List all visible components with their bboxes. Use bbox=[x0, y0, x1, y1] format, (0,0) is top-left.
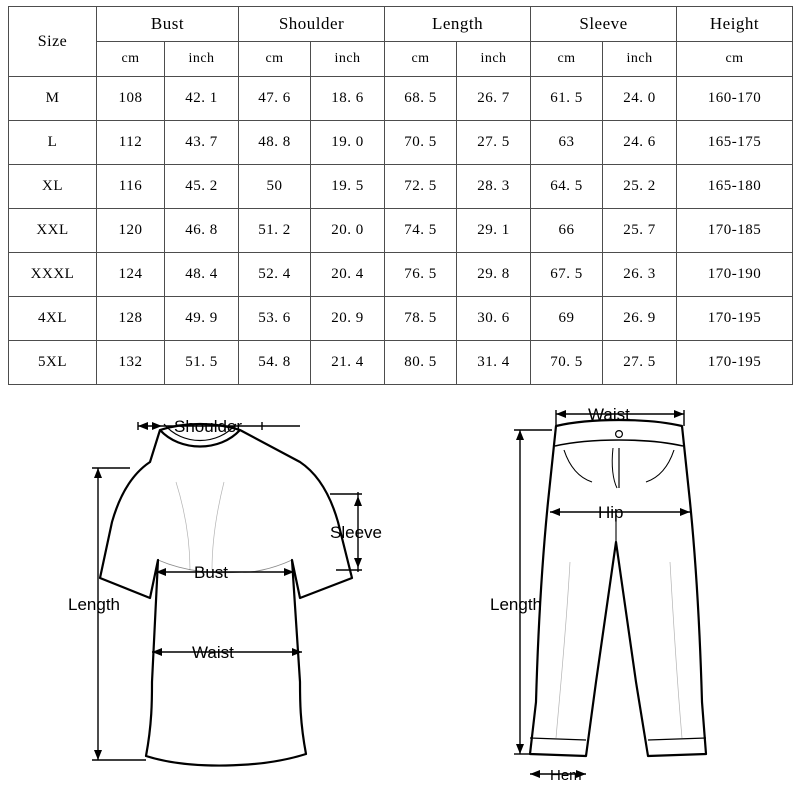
cell: 53. 6 bbox=[239, 297, 311, 341]
cell: 66 bbox=[531, 209, 603, 253]
cell: 165-175 bbox=[677, 121, 793, 165]
cell: 132 bbox=[97, 341, 165, 385]
cell: 24. 0 bbox=[603, 77, 677, 121]
header-unit-bust-inch: inch bbox=[165, 42, 239, 77]
row-size-label: L bbox=[9, 121, 97, 165]
cell: 20. 4 bbox=[311, 253, 385, 297]
header-unit-sleeve-inch: inch bbox=[603, 42, 677, 77]
cell: 160-170 bbox=[677, 77, 793, 121]
header-unit-height-cm: cm bbox=[677, 42, 793, 77]
cell: 21. 4 bbox=[311, 341, 385, 385]
pants-measurement-diagram bbox=[420, 382, 800, 800]
cell: 20. 9 bbox=[311, 297, 385, 341]
label-waist: Waist bbox=[192, 643, 234, 662]
cell: 48. 4 bbox=[165, 253, 239, 297]
header-size: Size bbox=[9, 7, 97, 77]
cell: 25. 2 bbox=[603, 165, 677, 209]
cell: 24. 6 bbox=[603, 121, 677, 165]
header-group-shoulder: Shoulder bbox=[239, 7, 385, 42]
header-group-height: Height bbox=[677, 7, 793, 42]
cell: 30. 6 bbox=[457, 297, 531, 341]
cell: 67. 5 bbox=[531, 253, 603, 297]
cell: 112 bbox=[97, 121, 165, 165]
label-length: Length bbox=[490, 595, 542, 614]
cell: 69 bbox=[531, 297, 603, 341]
cell: 48. 8 bbox=[239, 121, 311, 165]
cell: 64. 5 bbox=[531, 165, 603, 209]
cell: 51. 5 bbox=[165, 341, 239, 385]
cell: 63 bbox=[531, 121, 603, 165]
header-unit-length-cm: cm bbox=[385, 42, 457, 77]
cell: 54. 8 bbox=[239, 341, 311, 385]
cell: 170-195 bbox=[677, 297, 793, 341]
cell: 128 bbox=[97, 297, 165, 341]
cell: 46. 8 bbox=[165, 209, 239, 253]
row-size-label: XL bbox=[9, 165, 97, 209]
table-row bbox=[9, 297, 793, 341]
cell: 74. 5 bbox=[385, 209, 457, 253]
cell: 47. 6 bbox=[239, 77, 311, 121]
row-size-label: XXL bbox=[9, 209, 97, 253]
cell: 42. 1 bbox=[165, 77, 239, 121]
cell: 27. 5 bbox=[603, 341, 677, 385]
table-row bbox=[9, 209, 793, 253]
cell: 51. 2 bbox=[239, 209, 311, 253]
table-header-unit-row bbox=[9, 42, 793, 77]
cell: 116 bbox=[97, 165, 165, 209]
size-table-container bbox=[8, 6, 792, 385]
cell: 70. 5 bbox=[531, 341, 603, 385]
cell: 29. 1 bbox=[457, 209, 531, 253]
cell: 26. 3 bbox=[603, 253, 677, 297]
cell: 108 bbox=[97, 77, 165, 121]
row-size-label: 4XL bbox=[9, 297, 97, 341]
cell: 20. 0 bbox=[311, 209, 385, 253]
cell: 76. 5 bbox=[385, 253, 457, 297]
cell: 19. 0 bbox=[311, 121, 385, 165]
header-unit-bust-cm: cm bbox=[97, 42, 165, 77]
cell: 45. 2 bbox=[165, 165, 239, 209]
cell: 26. 9 bbox=[603, 297, 677, 341]
header-unit-shoulder-inch: inch bbox=[311, 42, 385, 77]
cell: 52. 4 bbox=[239, 253, 311, 297]
row-size-label: XXXL bbox=[9, 253, 97, 297]
cell: 29. 8 bbox=[457, 253, 531, 297]
cell: 124 bbox=[97, 253, 165, 297]
cell: 50 bbox=[239, 165, 311, 209]
cell: 78. 5 bbox=[385, 297, 457, 341]
table-row bbox=[9, 121, 793, 165]
label-hem: Hem bbox=[550, 767, 582, 784]
cell: 25. 7 bbox=[603, 209, 677, 253]
cell: 68. 5 bbox=[385, 77, 457, 121]
cell: 170-185 bbox=[677, 209, 793, 253]
cell: 27. 5 bbox=[457, 121, 531, 165]
row-size-label: M bbox=[9, 77, 97, 121]
table-header-group-row bbox=[9, 7, 793, 42]
table-row bbox=[9, 77, 793, 121]
label-length: Length bbox=[68, 595, 120, 614]
header-unit-sleeve-cm: cm bbox=[531, 42, 603, 77]
cell: 31. 4 bbox=[457, 341, 531, 385]
label-hip: Hip bbox=[598, 503, 624, 522]
label-shoulder: Shoulder bbox=[174, 417, 243, 436]
cell: 165-180 bbox=[677, 165, 793, 209]
header-group-length: Length bbox=[385, 7, 531, 42]
cell: 170-190 bbox=[677, 253, 793, 297]
cell: 18. 6 bbox=[311, 77, 385, 121]
measurement-diagrams bbox=[0, 382, 800, 800]
label-waist: Waist bbox=[588, 405, 630, 424]
header-group-bust: Bust bbox=[97, 7, 239, 42]
cell: 49. 9 bbox=[165, 297, 239, 341]
header-unit-length-inch: inch bbox=[457, 42, 531, 77]
cell: 170-195 bbox=[677, 341, 793, 385]
header-group-sleeve: Sleeve bbox=[531, 7, 677, 42]
table-row bbox=[9, 341, 793, 385]
size-table bbox=[8, 6, 793, 385]
row-size-label: 5XL bbox=[9, 341, 97, 385]
label-sleeve: Sleeve bbox=[330, 523, 382, 542]
cell: 61. 5 bbox=[531, 77, 603, 121]
cell: 120 bbox=[97, 209, 165, 253]
label-bust: Bust bbox=[194, 563, 229, 582]
cell: 28. 3 bbox=[457, 165, 531, 209]
cell: 43. 7 bbox=[165, 121, 239, 165]
cell: 80. 5 bbox=[385, 341, 457, 385]
table-row bbox=[9, 253, 793, 297]
table-row bbox=[9, 165, 793, 209]
cell: 70. 5 bbox=[385, 121, 457, 165]
header-unit-shoulder-cm: cm bbox=[239, 42, 311, 77]
cell: 26. 7 bbox=[457, 77, 531, 121]
cell: 19. 5 bbox=[311, 165, 385, 209]
t-shirt-measurement-diagram bbox=[0, 382, 420, 800]
cell: 72. 5 bbox=[385, 165, 457, 209]
